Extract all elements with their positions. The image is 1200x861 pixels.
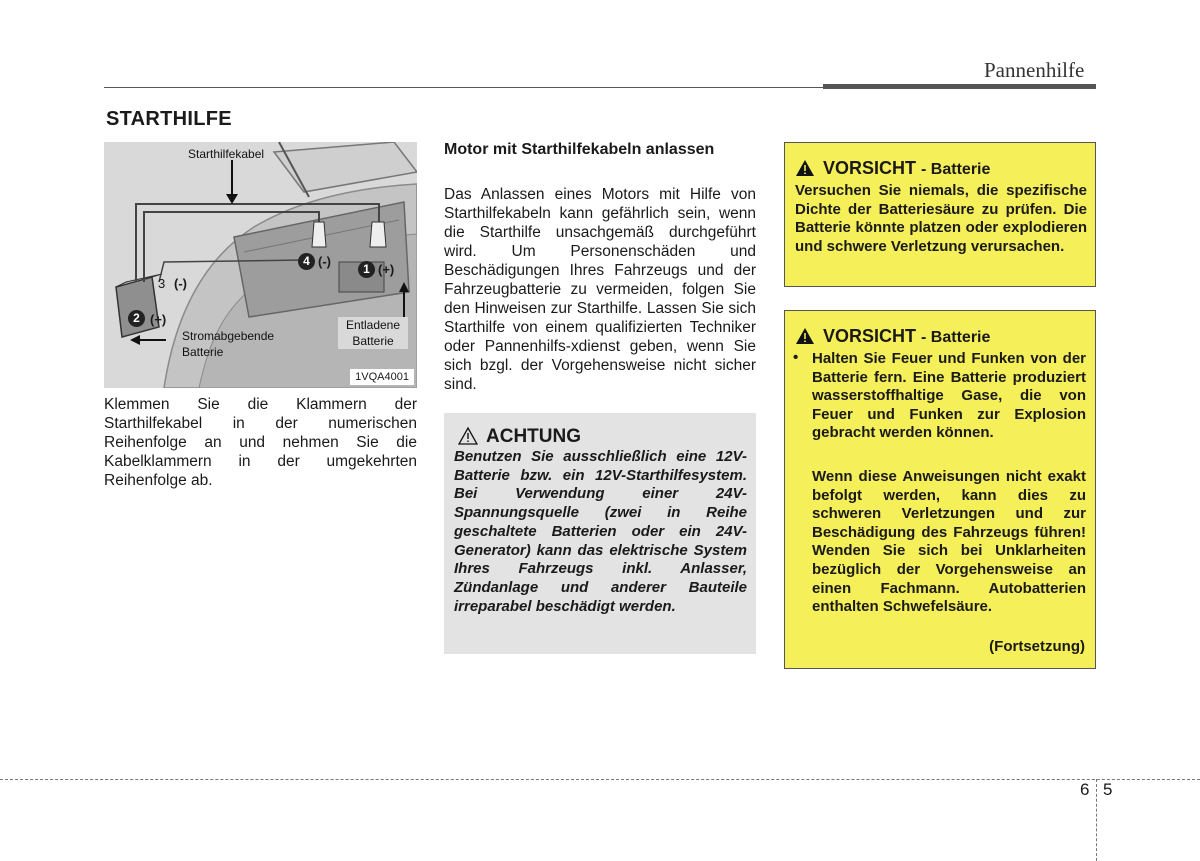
donor-battery-label: Stromabgebende Batterie xyxy=(182,329,275,359)
header-rule-accent xyxy=(823,84,1096,89)
caution-2-bullet: • xyxy=(793,349,799,366)
achtung-title-row xyxy=(458,426,581,448)
section-title: Pannenhilfe xyxy=(984,58,1085,82)
caution-box-2 xyxy=(784,310,1096,669)
caution-2-title-row xyxy=(795,326,990,347)
warning-outline-icon xyxy=(458,427,478,445)
chapter-number: 6 xyxy=(1080,780,1090,799)
left-paragraph: Klemmen Sie die Klammern der Starthilfekabel in der numerischen Reihenfolge an und nehmen Sie die Kabelklammern in der umgekehrten Reihenfolge ab. xyxy=(104,396,417,489)
achtung-title: ACHTUNG xyxy=(486,426,581,447)
warning-filled-icon xyxy=(795,159,815,177)
caution-2-text-1: Halten Sie Feuer und Funken von der Batterie fern. Eine Batterie produziert wasserstoffhaltige Gase, die von Feuer und Funken zur Explosion gebracht werden können. xyxy=(812,350,1086,442)
marker-3-number: 3 xyxy=(158,276,166,291)
achtung-text: Benutzen Sie ausschließlich eine 12V-Batterie bzw. ein 12V-Starthilfesystem. Bei Verwendung einer 24V-Spannungsquelle (zwei in Reihe geschaltete Batterien oder ein 24V-Generator) kann das elektrische System Ihres Fahrzeugs inkl. Anlasser, Zündanlage und anderer Bauteile irreparabel beschädigt werden. xyxy=(454,448,747,615)
marker-1-sign: (+) xyxy=(378,262,395,277)
marker-4-number: 4 xyxy=(298,253,315,270)
caution-box-1 xyxy=(784,142,1096,287)
page-number: 5 xyxy=(1103,780,1113,799)
caution-1-text: Versuchen Sie niemals, die spezifische Dichte der Batteriesäure zu prüfen. Die Batterie könnte platzen oder explodieren und schwere Verletzung verursachen. xyxy=(795,182,1087,255)
caution-1-title: VORSICHT xyxy=(823,158,917,178)
caution-2-subtitle: - Batterie xyxy=(921,329,991,346)
marker-2-number: 2 xyxy=(128,310,145,327)
caution-2-text-2: Wenn diese Anweisungen nicht exakt befolgt werden, kann dies zu schweren Verletzungen und zur Beschädigung des Fahrzeugs führen! Wenden Sie sich bei Unklarheiten bezüglich der Vorgehensweise an einen Fachmann. Autobatterien enthalten Schwefelsäure. xyxy=(812,468,1086,616)
caution-2-title: VORSICHT xyxy=(823,326,917,346)
marker-1-number: 1 xyxy=(358,261,375,278)
footer-rule xyxy=(0,779,1200,780)
marker-2-sign: (+) xyxy=(150,312,167,327)
middle-heading: Motor mit Starthilfekabeln anlassen xyxy=(444,141,715,158)
discharged-battery-label: Entladene Batterie xyxy=(338,317,408,349)
caution-1-title-row xyxy=(795,158,990,179)
achtung-box xyxy=(444,413,756,654)
warning-filled-icon xyxy=(795,327,815,345)
cable-label: Starthilfekabel xyxy=(188,147,265,161)
marker-3-sign: (-) xyxy=(174,276,187,291)
footer-divider xyxy=(1096,779,1097,861)
caution-2-continued: (Fortsetzung) xyxy=(989,638,1085,655)
page-heading: STARTHILFE xyxy=(106,108,232,130)
caution-1-subtitle: - Batterie xyxy=(921,161,991,178)
middle-paragraph: Das Anlassen eines Motors mit Hilfe von Starthilfekabeln kann gefährlich sein, wenn die Starthilfe unsachgemäß durchgeführt wird. Um Personenschäden und Beschädigungen Ihres Fahrzeugs und der Fahrzeugbatterie zu vermeiden, folgen Sie den Hinweisen zur Starthilfe. Lassen Sie sich Starthilfe von einem qualifizierten Techniker oder Pannenhilfs-xdienst geben, wenn Sie sich bzgl. der Vorgehensweise nicht sicher sind. xyxy=(444,186,756,393)
jump-start-illustration xyxy=(104,142,417,388)
figure-code: 1VQA4001 xyxy=(350,369,414,385)
marker-4-sign: (-) xyxy=(318,254,331,269)
